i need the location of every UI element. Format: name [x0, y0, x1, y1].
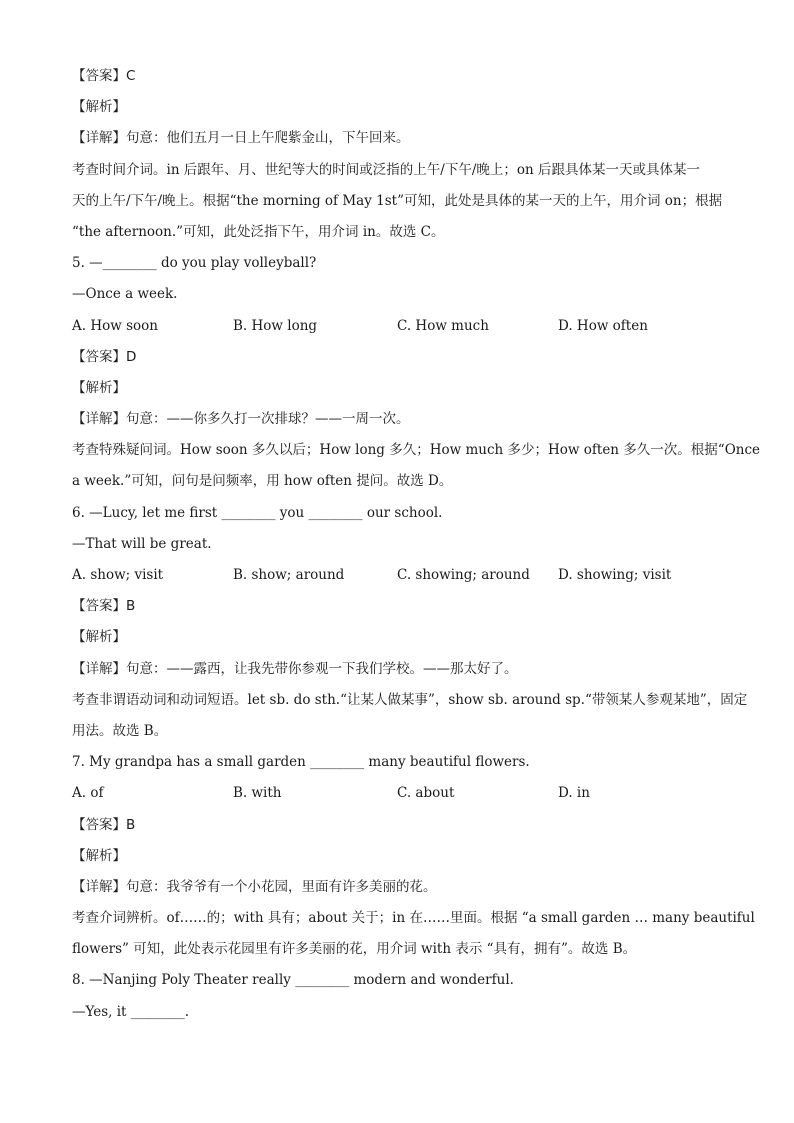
explain-line: flowers” 可知，此处表示花园里有许多美丽的花，用介词 with 表示 “具有，拥有”。故选 B。: [72, 941, 637, 958]
question-stem: 8. —Nanjing Poly Theater really ________ modern and wonderful.: [72, 972, 514, 989]
option-c: C. about: [397, 785, 455, 802]
options-row: [72, 311, 732, 342]
option-a: A. How soon: [72, 317, 158, 334]
analysis-label: 【解析】: [72, 629, 126, 646]
option-b: B. with: [233, 785, 282, 802]
explain-line: 考查时间介词。in 后跟年、月、世纪等大的时间或泛指的上午/下午/晚上；on 后跟具体某一天或具体某一: [72, 161, 701, 178]
question-stem: 6. —Lucy, let me first ________ you ________ our school.: [72, 504, 443, 521]
explain-line: “the afternoon.”可知，此处泛指下午，用介词 in。故选 C。: [72, 223, 445, 240]
question-reply: —Yes, it ________.: [72, 1003, 190, 1020]
option-b: B. show; around: [233, 567, 345, 583]
explain-line: a week.”可知，问句是问频率，用 how often 提问。故选 D。: [72, 473, 453, 490]
document-page: [72, 61, 761, 1028]
analysis-label: 【解析】: [72, 379, 126, 396]
detail-line: 【详解】句意：我爷爷有一个小花园，里面有许多美丽的花。: [72, 878, 437, 895]
explain-line: 天的上午/下午/晚上。根据“the morning of May 1st”可知，此处是具体的某一天的上午，用介词 on；根据: [72, 192, 723, 209]
analysis-label: 【解析】: [72, 99, 126, 116]
explain-line: 考查非谓语动词和动词短语。let sb. do sth.“让某人做某事”，show sb. around sp.“带领某人参观某地”，固定: [72, 691, 748, 708]
analysis-label: 【解析】: [72, 847, 126, 864]
option-b: B. How long: [233, 317, 318, 334]
options-row: [72, 560, 732, 591]
detail-line: 【详解】句意：——露西，让我先带你参观一下我们学校。——那太好了。: [72, 660, 518, 677]
option-c: C. How much: [397, 317, 489, 334]
question-stem: 7. My grandpa has a small garden ________ many beautiful flowers.: [72, 754, 530, 771]
options-row: [72, 778, 732, 809]
option-d: D. How often: [558, 317, 648, 334]
answer-label: 【答案】B: [72, 598, 136, 615]
question-reply: —Once a week.: [72, 286, 178, 303]
explain-line: 用法。故选 B。: [72, 722, 168, 739]
answer-label: 【答案】C: [72, 68, 136, 84]
option-d: D. in: [558, 785, 590, 802]
option-d: D. showing; visit: [558, 567, 672, 583]
option-a: A. of: [72, 785, 104, 802]
question-stem: 5. —________ do you play volleyball?: [72, 255, 317, 272]
answer-label: 【答案】B: [72, 816, 136, 833]
explain-line: 考查特殊疑问词。How soon 多久以后；How long 多久；How much 多少；How often 多久一次。根据“Once: [72, 442, 761, 459]
detail-line: 【详解】句意：他们五月一日上午爬紫金山，下午回来。: [72, 130, 410, 147]
question-reply: —That will be great.: [72, 535, 212, 552]
explain-line: 考查介词辨析。of……的；with 具有；about 关于；in 在……里面。根据 “a small garden … many beautiful: [72, 910, 755, 927]
option-c: C. showing; around: [397, 567, 530, 583]
answer-label: 【答案】D: [72, 348, 137, 365]
detail-line: 【详解】句意：——你多久打一次排球？——一周一次。: [72, 411, 410, 428]
option-a: A. show; visit: [72, 567, 164, 583]
